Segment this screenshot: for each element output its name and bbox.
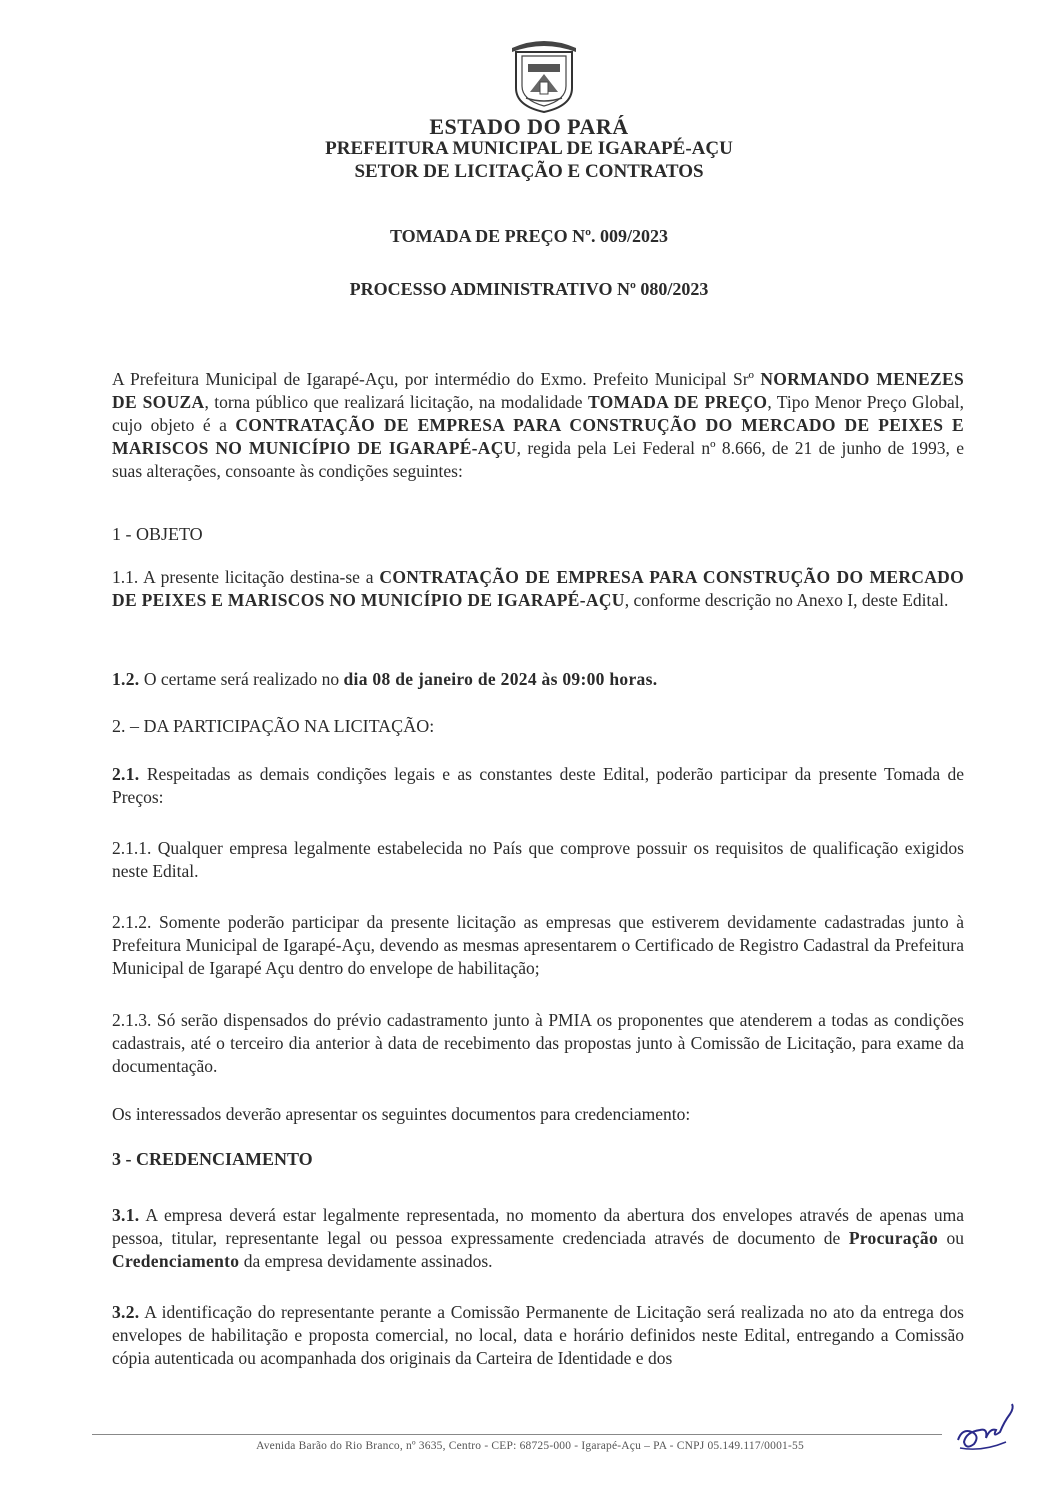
paragraph-2-1-1: 2.1.1. Qualquer empresa legalmente estabelecida no País que comprove possuir os requisitos de qualificação exigidos neste Edital. — [112, 838, 964, 881]
intro-text-1: A Prefeitura Municipal de Igarapé-Açu, por intermédio do Exmo. Prefeito Municipal Srº — [112, 369, 761, 389]
paragraph-3-1 — [112, 1204, 964, 1273]
clause-text: da empresa devidamente assinados. — [239, 1251, 493, 1271]
section-3-title: 3 - CREDENCIAMENTO — [112, 1149, 313, 1169]
clause-text: A presente licitação destina-se a — [138, 567, 380, 587]
clause-text: A empresa deverá estar legalmente representada, no momento da abertura dos envelopes através de apenas uma pessoa, titular, representante legal ou pessoa expressamente credenciada através de documento de — [112, 1205, 964, 1248]
footer-divider — [92, 1434, 942, 1435]
modalidade: TOMADA DE PREÇO — [587, 392, 768, 412]
header-setor: SETOR DE LICITAÇÃO E CONTRATOS — [354, 161, 704, 182]
intro-text-2: , torna público que realizará licitação, na modalidade — [204, 392, 588, 412]
header-tomada-de-preco: TOMADA DE PREÇO Nº. 009/2023 — [389, 226, 669, 246]
clause-number: 3.1. — [112, 1205, 140, 1225]
paragraph-1-2 — [112, 668, 964, 691]
coat-of-arms-icon — [506, 30, 582, 114]
header-state: ESTADO DO PARÁ — [429, 114, 629, 139]
intro-paragraph — [112, 368, 964, 483]
clause-text: Respeitadas as demais condições legais e as constantes deste Edital, poderão participar da presente Tomada de Preços: — [112, 764, 964, 807]
procuracao: Procuração — [848, 1228, 938, 1248]
clause-text: A identificação do representante perante a Comissão Permanente de Licitação será realizada no ato da entrega dos envelopes de habilitação e proposta comercial, no local, data e horário definidos neste Edital, entregando a Comissão cópia autenticada ou acompanhada dos originais da Carteira de Identidade e dos — [112, 1302, 964, 1368]
header-processo: PROCESSO ADMINISTRATIVO Nº 080/2023 — [349, 279, 709, 299]
footer-address: Avenida Barão do Rio Branco, nº 3635, Centro - CEP: 68725-000 - Igarapé-Açu – PA - CNPJ 05.149.117/0001-55 — [256, 1440, 804, 1452]
credenciamento-note: Os interessados deverão apresentar os seguintes documentos para credenciamento: — [112, 1104, 691, 1124]
intro-text-3: , Tipo Menor Preço Global, cujo objeto é a — [112, 392, 965, 435]
clause-number: 3.2. — [112, 1302, 140, 1322]
paragraph-2-1-3: 2.1.3. Só serão dispensados do prévio cadastramento junto à PMIA os proponentes que atenderem a todas as condições cadastrais, até o terceiro dia anterior à data de recebimento das propostas junto à Comissão de Licitação, para exame da documentação. — [112, 1010, 964, 1076]
clause-number: 1.1. — [112, 567, 139, 587]
prefeito-name: NORMANDO MENEZES DE SOUZA — [112, 369, 964, 412]
objeto-text: CONTRATAÇÃO DE EMPRESA PARA CONSTRUÇÃO DO MERCADO DE PEIXES E MARISCOS NO MUNICÍPIO DE IGARAPÉ-AÇU — [112, 567, 964, 610]
header-prefeitura: PREFEITURA MUNICIPAL DE IGARAPÉ-AÇU — [325, 138, 733, 159]
clause-text: ou — [938, 1228, 964, 1248]
paragraph-2-1 — [112, 763, 964, 809]
clause-number: 1.2. — [112, 669, 140, 689]
objeto-text: CONTRATAÇÃO DE EMPRESA PARA CONSTRUÇÃO DO MERCADO DE PEIXES E MARISCOS NO MUNICÍPIO DE IGARAPÉ-AÇU — [112, 415, 964, 458]
signature-mark — [952, 1392, 1020, 1462]
section-1-title: 1 - OBJETO — [112, 524, 203, 544]
paragraph-2-1-2: 2.1.2. Somente poderão participar da presente licitação as empresas que estiverem devidamente cadastradas junto à Prefeitura Municipal de Igarapé-Açu, devendo as mesmas apresentarem o Certificado de Registro Cadastral da Prefeitura Municipal de Igarapé Açu dentro do envelope de habilitação; — [112, 912, 964, 978]
section-2-title: 2. – DA PARTICIPAÇÃO NA LICITAÇÃO: — [112, 716, 435, 736]
session-date: dia 08 de janeiro de 2024 às 09:00 horas. — [343, 669, 658, 689]
paragraph-1-1 — [112, 566, 964, 612]
intro-text-4: , regida pela Lei Federal nº 8.666, de 21 de junho de 1993, e suas alterações, consoante às condições seguintes: — [112, 438, 964, 481]
clause-text: , conforme descrição no Anexo I, deste Edital. — [624, 590, 949, 610]
credenciamento: Credenciamento — [112, 1251, 240, 1271]
clause-number: 2.1. — [112, 764, 140, 784]
paragraph-3-2 — [112, 1301, 964, 1370]
clause-text: O certame será realizado no — [139, 669, 344, 689]
